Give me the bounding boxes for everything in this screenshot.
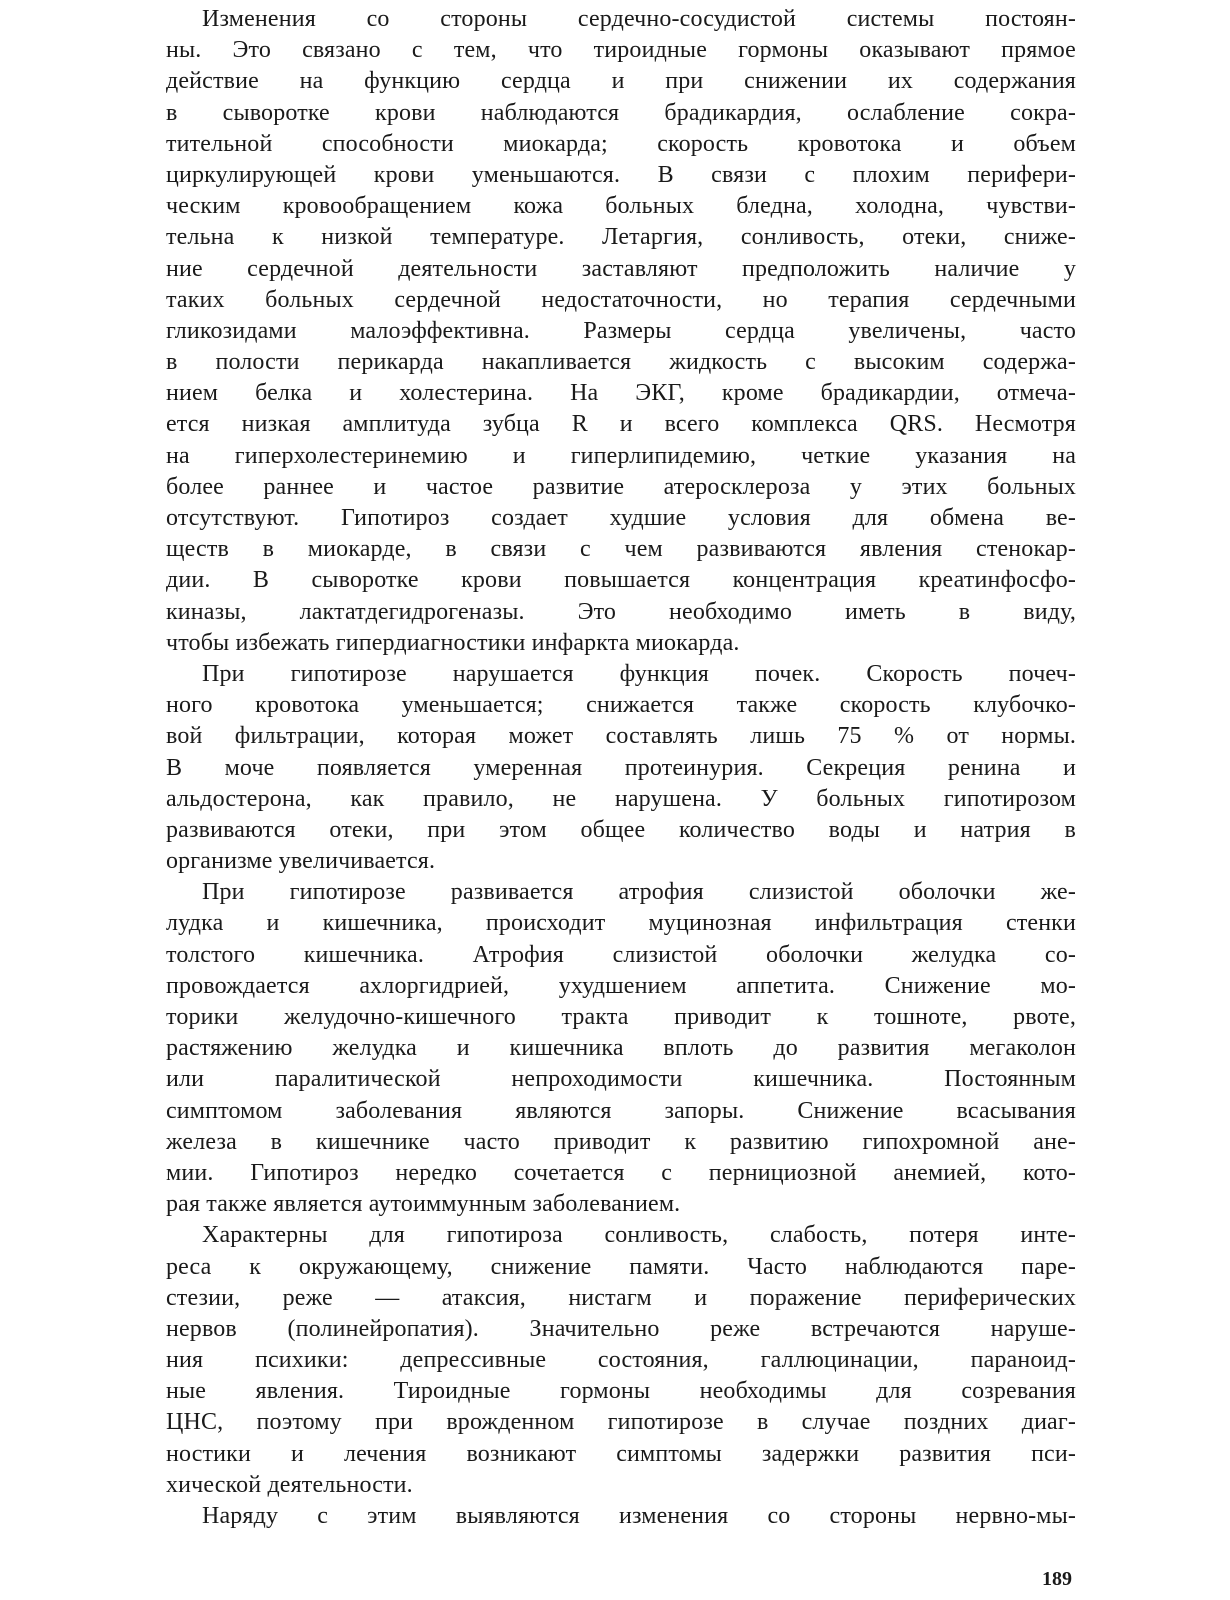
text-line: на гиперхолестеринемию и гиперлипидемию, четкие указания на — [166, 442, 1076, 469]
text-line: в полости перикарда накапливается жидкость с высоким содержа- — [166, 349, 1076, 376]
text-line: провождается ахлоргидрией, ухудшением аппетита. Снижение мо- — [166, 972, 1076, 999]
text-line: действие на функцию сердца и при снижении их содержания — [166, 68, 1076, 95]
text-line: железа в кишечнике часто приводит к развитию гипохромной ане- — [166, 1128, 1076, 1155]
text-line: торики желудочно-кишечного тракта приводит к тошноте, рвоте, — [166, 1004, 1076, 1030]
body-text — [166, 4, 1076, 1532]
text-line: реса к окружающему, снижение памяти. Часто наблюдаются паре- — [166, 1253, 1076, 1280]
text-line: хической деятельности. — [166, 1471, 413, 1498]
text-line: ного кровотока уменьшается; снижается также скорость клубочко- — [166, 692, 1076, 719]
text-line: нервов (полинейропатия). Значительно реже встречаются наруше- — [166, 1315, 1076, 1342]
text-line: организме увеличивается. — [166, 848, 436, 875]
text-line: вой фильтрации, которая может составлять лишь 75 % от нормы. — [166, 723, 1076, 750]
text-line: более раннее и частое развитие атеросклероза у этих больных — [166, 473, 1076, 500]
text-line: отсутствуют. Гипотироз создает худшие условия для обмена ве- — [166, 505, 1076, 531]
text-line: ние сердечной деятельности заставляют предположить наличие у — [166, 255, 1076, 282]
text-line: чтобы избежать гипердиагностики инфаркта миокарда. — [166, 629, 740, 656]
text-line: растяжению желудка и кишечника вплоть до развития мегаколон — [166, 1035, 1076, 1062]
text-line: таких больных сердечной недостаточности, но терапия сердечными — [166, 286, 1076, 313]
text-line: гликозидами малоэффективна. Размеры сердца увеличены, часто — [166, 317, 1076, 344]
text-line: циркулирующей крови уменьшаются. В связи с плохим перифери- — [166, 161, 1076, 188]
text-line: или паралитической непроходимости кишечника. Постоянным — [166, 1066, 1076, 1093]
text-line: ностики и лечения возникают симптомы задержки развития пси- — [166, 1440, 1076, 1467]
text-line: ЦНС, поэтому при врожденном гипотирозе в случае поздних диаг- — [166, 1409, 1076, 1436]
book-page — [166, 0, 1076, 1600]
text-line: Изменения со стороны сердечно-сосудистой системы постоян- — [202, 6, 1076, 32]
text-line: толстого кишечника. Атрофия слизистой оболочки желудка со- — [166, 941, 1076, 968]
text-line: нием белка и холестерина. На ЭКГ, кроме брадикардии, отмеча- — [166, 380, 1076, 407]
text-line: При гипотирозе развивается атрофия слизистой оболочки же- — [202, 879, 1076, 906]
text-line: ческим кровообращением кожа больных бледна, холодна, чувстви- — [166, 193, 1076, 220]
text-line: дии. В сыворотке крови повышается концентрация креатинфосфо- — [166, 567, 1076, 594]
text-line: ния психики: депрессивные состояния, галлюцинации, параноид- — [166, 1347, 1076, 1374]
text-line: ны. Это связано с тем, что тироидные гормоны оказывают прямое — [166, 37, 1076, 64]
text-line: рая также является аутоиммунным заболеванием. — [166, 1191, 681, 1218]
text-line: развиваются отеки, при этом общее количество воды и натрия в — [166, 816, 1076, 843]
text-line: тельна к низкой температуре. Летаргия, сонливость, отеки, сниже- — [166, 224, 1076, 251]
text-line: При гипотирозе нарушается функция почек. Скорость почеч- — [202, 660, 1076, 687]
text-line: ществ в миокарде, в связи с чем развиваются явления стенокар- — [166, 536, 1076, 563]
text-line: Наряду с этим выявляются изменения со стороны нервно-мы- — [202, 1503, 1076, 1529]
text-line: в сыворотке крови наблюдаются брадикардия, ослабление сокра- — [166, 99, 1076, 126]
text-line: ные явления. Тироидные гормоны необходимы для созревания — [166, 1378, 1076, 1405]
text-line: ется низкая амплитуда зубца R и всего комплекса QRS. Несмотря — [166, 411, 1076, 438]
text-line: Характерны для гипотироза сонливость, слабость, потеря инте- — [202, 1222, 1076, 1249]
text-line: тительной способности миокарда; скорость кровотока и объем — [166, 130, 1076, 157]
text-line: В моче появляется умеренная протеинурия. Секреция ренина и — [166, 754, 1076, 781]
text-line: мии. Гипотироз нередко сочетается с пернициозной анемией, кото- — [166, 1159, 1076, 1186]
text-line: лудка и кишечника, происходит муцинозная инфильтрация стенки — [166, 910, 1076, 937]
text-line: симптомом заболевания являются запоры. Снижение всасывания — [166, 1097, 1076, 1124]
text-line: альдостерона, как правило, не нарушена. У больных гипотирозом — [166, 785, 1076, 812]
text-line: стезии, реже — атаксия, нистагм и поражение периферических — [166, 1284, 1076, 1311]
text-line: киназы, лактатдегидрогеназы. Это необходимо иметь в виду, — [166, 598, 1076, 625]
page-number: 189 — [1042, 1568, 1072, 1590]
